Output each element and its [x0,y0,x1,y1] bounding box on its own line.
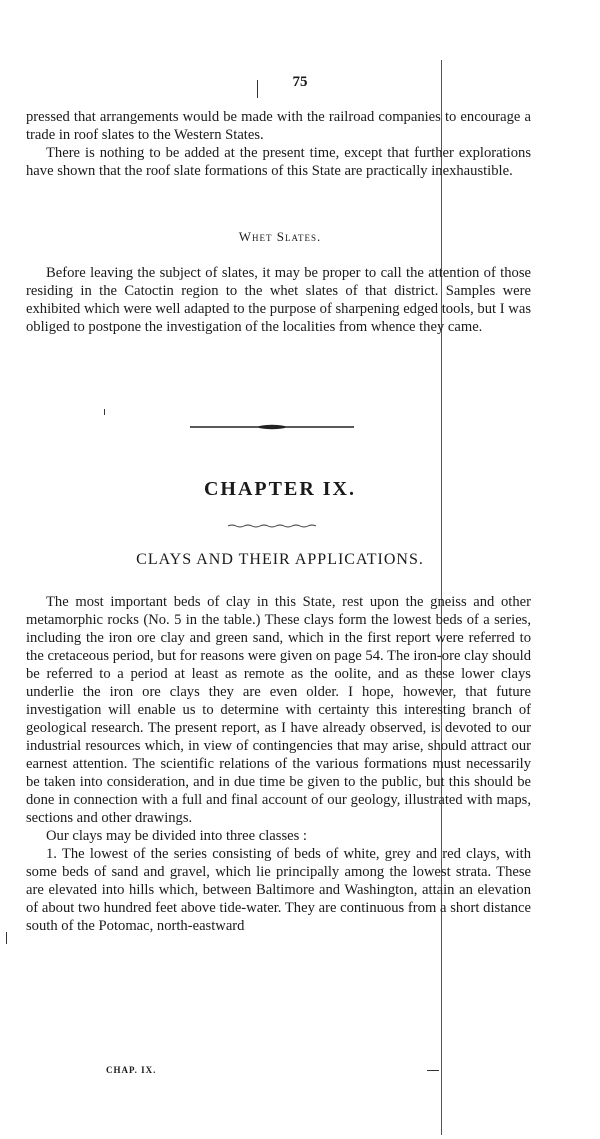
chapter-rule [228,524,316,528]
whet-slates-heading: Whet Slates. [238,229,322,244]
ornamental-divider [190,423,354,431]
page-number: 75 [292,74,308,90]
whet-slates-text [26,264,531,336]
intro-text [26,108,531,180]
chapter-text [26,593,531,935]
chapter-subtitle: CLAYS AND THEIR APPLICATIONS. [136,551,424,568]
chapter-paragraph-2: Our clays may be divided into three classes : [46,828,307,844]
chapter-paragraph-3: 1. The lowest of the series consisting of beds of white, grey and red clays, with some beds of sand and gravel, which lie principally among the lowest strata. These are elevated into hills which, between Baltimore and Washington, attain an elevation of about two hundred feet above tide-water. They are continuous from a short distance south of the Potomac, north-eastward [26,846,531,934]
whet-slates-paragraph: Before leaving the subject of slates, it may be proper to call the attention of those residing in the Catoctin region to the whet slates of that district. Samples were exhibited which were well adapted to the purpose of sharpening edged tools, but I was obliged to postpone the investigation of the localities from whence they came. [26,265,531,335]
margin-mark [6,932,7,944]
intro-paragraph-2: There is nothing to be added at the present time, except that further explorations have shown that the roof slate formations of this State are practically inexhaustible. [26,145,531,179]
signature-mark: CHAP. IX. [106,1065,157,1075]
chapter-paragraph-1: The most important beds of clay in this State, rest upon the gneiss and other metamorphic rocks (No. 5 in the table.) These clays form the lowest beds of a series, including the iron ore clay and green sand, which in the first report were referred to the cretaceous period, but for reasons were given on page 54. The iron-ore clay should be referred to a period at least as remote as the oolite, and as these lower clays underlie the iron ore clays they are even older. I hope, however, that future investigation will enable us to determine with certainty this interesting branch of geological research. The present report, as I have already observed, is devoted to our industrial resources which, in view of contingencies that may arise, should attract our earnest attention. The scientific relations of the various formations must necessarily be taken into consideration, and in due time be given to the public, but this should be done in connection with a full and final account of our geology, illustrated with maps, sections and other drawings. [26,594,531,826]
intro-paragraph-1: pressed that arrangements would be made with the railroad companies to encourage a trade in roof slates to the Western States. [26,109,531,143]
chapter-title: CHAPTER IX. [203,478,356,500]
speck-mark [104,409,105,415]
speck-mark [427,1070,439,1071]
margin-mark [257,80,258,98]
